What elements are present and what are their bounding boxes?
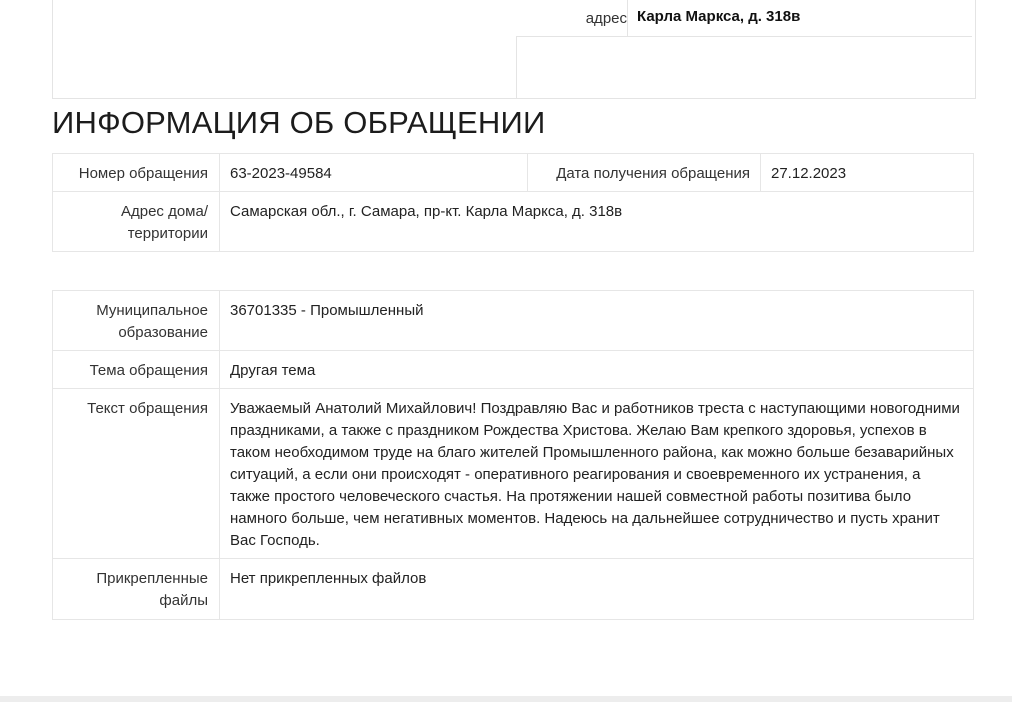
municipal-label: Муниципальное образование — [53, 291, 220, 351]
page-title: ИНФОРМАЦИЯ ОБ ОБРАЩЕНИИ — [52, 105, 546, 140]
page-edge-strip — [0, 696, 1012, 702]
topic-label: Тема обращения — [53, 351, 220, 389]
number-label: Номер обращения — [53, 154, 220, 192]
number-value: 63-2023-49584 — [220, 154, 528, 192]
row-text — [53, 389, 974, 559]
files-value: Нет прикрепленных файлов — [220, 559, 974, 620]
row-number — [53, 154, 974, 192]
top-address-value: Карла Маркса, д. 318в — [637, 8, 801, 25]
text-value: Уважаемый Анатолий Михайлович! Поздравляю Вас и работников треста с наступающими новогодними праздниками, а также с праздником Рождества Христова. Желаю Вам крепкого здоровья, успехов в таком необходимом труде на благо жителей Промышленного района, как можно больше безаварийных ситуаций, а если они происходят - оперативного реагирования и своевременного их устранения, а также простого человеческого счастья. На протяжении нашей совместной работы позитива было намного больше, чем негативных моментов. Надеюсь на дальнейшее сотрудничество и пусть хранит Вас Господь. — [220, 389, 974, 559]
row-spacer — [53, 252, 974, 291]
address-value: Самарская обл., г. Самара, пр-кт. Карла Маркса, д. 318в — [220, 192, 974, 252]
request-info-table — [52, 153, 974, 620]
address-label: Адрес дома/ территории — [53, 192, 220, 252]
topic-value: Другая тема — [220, 351, 974, 389]
row-address — [53, 192, 974, 252]
municipal-value: 36701335 - Промышленный — [220, 291, 974, 351]
files-label: Прикрепленные файлы — [53, 559, 220, 620]
row-municipal — [53, 291, 974, 351]
top-address-label: адрес — [585, 10, 627, 27]
row-files — [53, 559, 974, 620]
text-label: Текст обращения — [53, 389, 220, 559]
row-topic — [53, 351, 974, 389]
date-label: Дата получения обращения — [528, 154, 761, 192]
cell-divider — [627, 0, 628, 36]
top-address-row — [516, 0, 972, 37]
date-value: 27.12.2023 — [761, 154, 974, 192]
cell-divider — [516, 36, 517, 98]
